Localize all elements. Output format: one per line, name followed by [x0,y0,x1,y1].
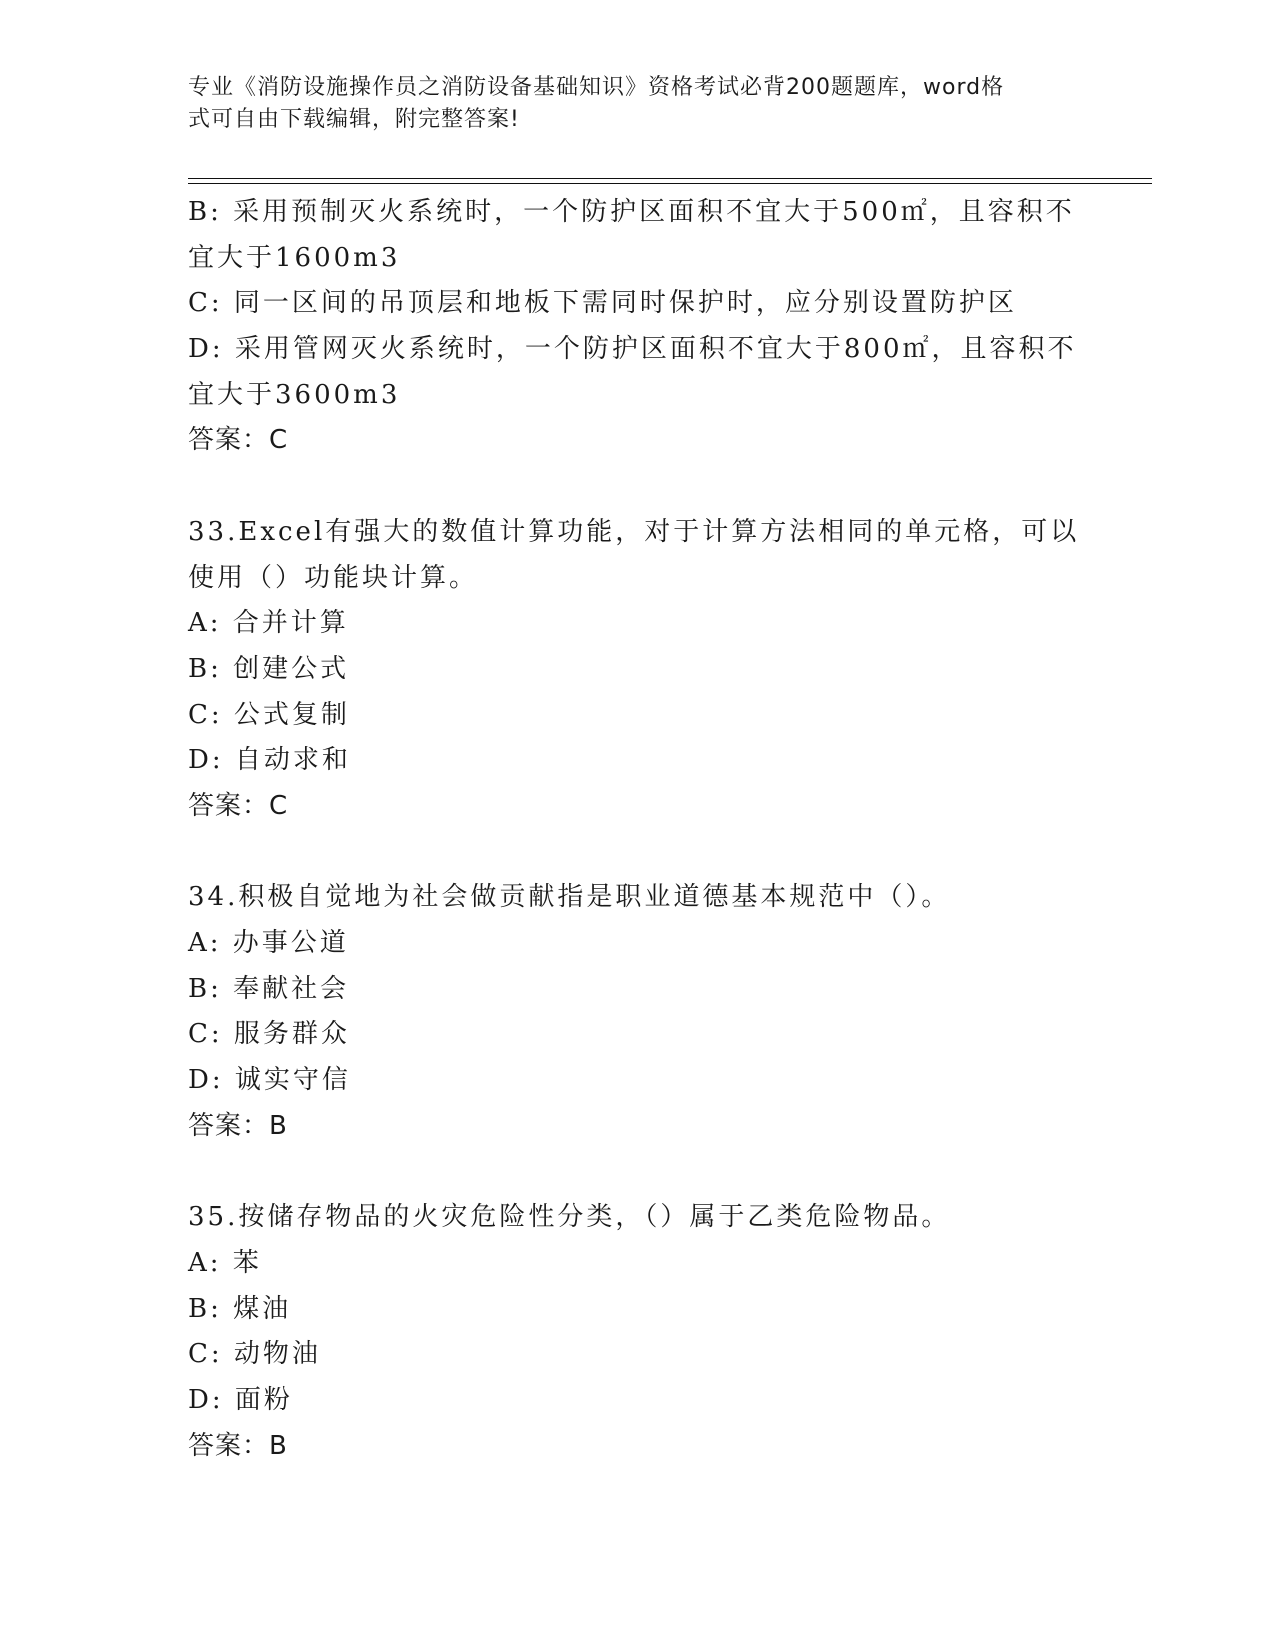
option-b: B: 煤油 [188,1293,292,1324]
question-stem: 34.积极自觉地为社会做贡献指是职业道德基本规范中（）。 [188,882,951,913]
option-c: C: 同一区间的吊顶层和地板下需同时保护时，应分别设置防护区 [188,288,1017,319]
option-b: B: 奉献社会 [188,973,350,1004]
question-stem: 35.按储存物品的火灾危险性分类，（）属于乙类危险物品。 [188,1202,951,1233]
question-32-continued [188,190,1088,464]
question-stem-continued: 使用（）功能块计算。 [188,562,479,593]
header-title-line-2: 式可自由下载编辑，附完整答案! [188,107,520,132]
option-b: B: 创建公式 [188,653,350,684]
option-b: B: 采用预制灭火系统时，一个防护区面积不宜大于500㎡，且容积不 [188,197,1075,227]
option-d: D: 自动求和 [188,745,351,776]
option-d: D: 面粉 [188,1384,293,1415]
answer: 答案：B [188,1110,288,1141]
option-d: D: 采用管网灭火系统时，一个防护区面积不宜大于800㎡，且容积不 [188,334,1077,365]
question-35 [188,1195,1088,1469]
document-body [188,190,1088,1469]
option-d-continued: 宜大于3600m3 [188,379,401,410]
question-33 [188,510,1088,830]
option-a: A: 办事公道 [188,928,349,958]
option-d: D: 诚实守信 [188,1065,351,1096]
spacer [188,1149,1088,1195]
header-title-line-1: 专业《消防设施操作员之消防设备基础知识》资格考试必背200题题库，word格 [188,75,1005,100]
question-stem: 33.Excel有强大的数值计算功能，对于计算方法相同的单元格，可以 [188,516,1080,547]
answer: 答案：B [188,1430,288,1461]
answer: 答案：C [188,425,289,456]
option-a: A: 苯 [188,1247,262,1278]
option-c: C: 公式复制 [188,699,350,730]
page-header [188,72,1068,136]
question-34 [188,875,1088,1149]
option-c: C: 服务群众 [188,1019,350,1050]
spacer [188,830,1088,876]
answer: 答案：C [188,790,289,821]
option-c: C: 动物油 [188,1339,321,1370]
option-b-continued: 宜大于1600m3 [188,242,401,273]
option-a: A: 合并计算 [188,608,349,639]
spacer [188,464,1088,510]
header-divider [188,178,1152,184]
